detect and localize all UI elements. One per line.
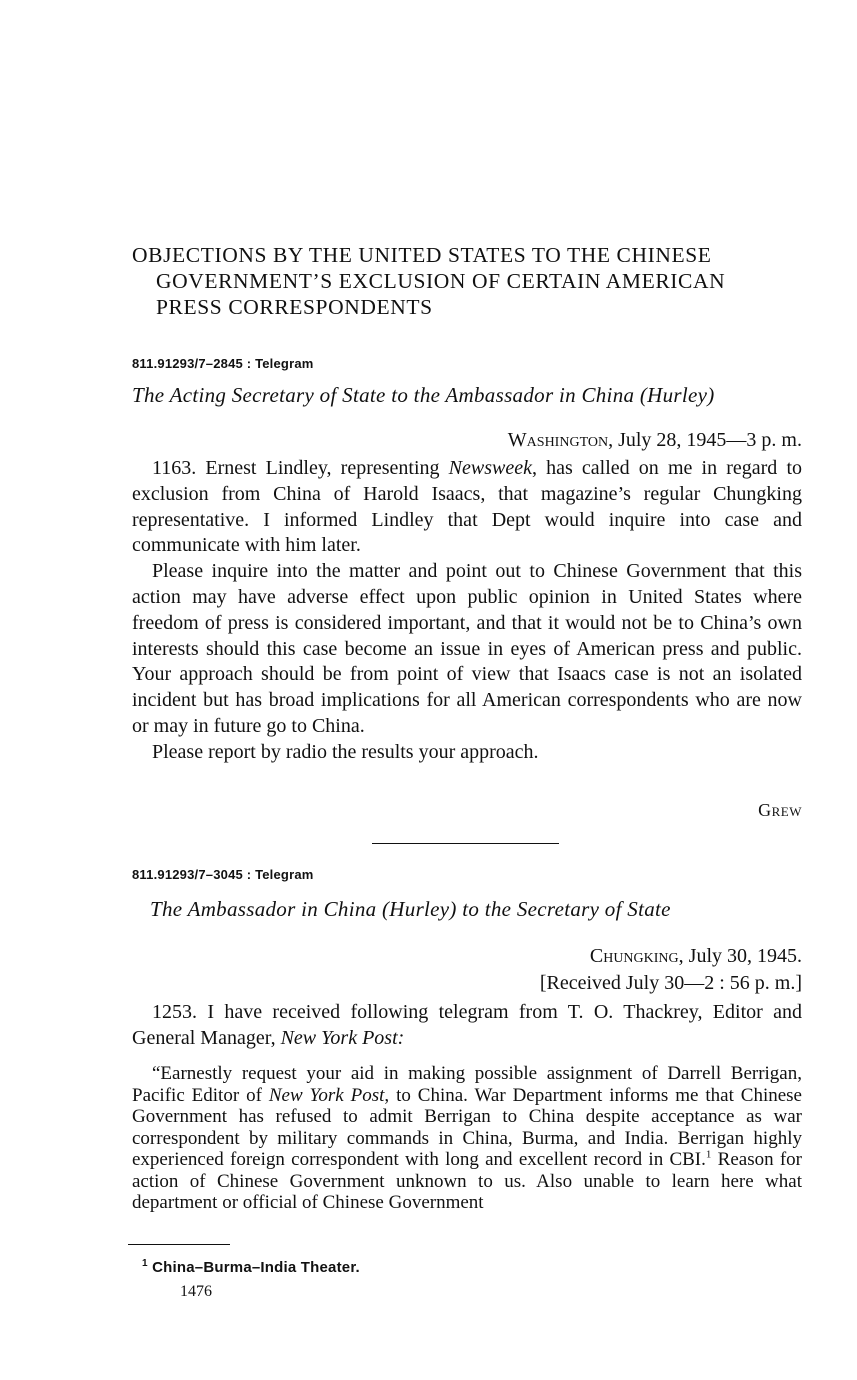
doc2-heading: The Ambassador in China (Hurley) to the Secretary of State bbox=[150, 897, 671, 921]
doc2-received: [Received July 30—2 : 56 p. m.] bbox=[539, 972, 802, 994]
footnote-reference[interactable]: 1 bbox=[705, 1148, 712, 1161]
doc1-signature: Grew bbox=[758, 800, 802, 820]
doc1-dateline bbox=[508, 427, 802, 453]
doc2-quoted-telegram: “Earnestly request your aid in making possible assignment of Darrell Berrigan, Pacific Editor of New York Post, to China. War Department informs me that Chinese Government has refused to admit Berrigan to China despite acceptance as war correspondent by military commands in China, Burma, and India. Berrigan highly experienced foreign correspondent with long and excellent record in CBI.$^1$ Reason for action of Chinese Government unknown to us. Also unable to learn here what department or official of Chinese Government bbox=[132, 1063, 802, 1213]
doc2-paragraph-1: 1253. I have received following telegram from T. O. Thackrey, Editor and General Manager, New York Post: bbox=[132, 1001, 802, 1049]
doc1-paragraph-1: 1163. Ernest Lindley, representing Newsweek, has called on me in regard to exclusion from China of Harold Isaacs, that magazine’s regular Chungking representative. I informed Lindley that Dept would inquire into case and communicate with him later. bbox=[132, 457, 802, 557]
doc1-paragraph-2: Please inquire into the matter and point out to Chinese Government that this action may have adverse effect upon public opinion in United States where freedom of press is considered important, and that it would not be to China’s own interests should this case become an issue in eyes of American press and public. Your approach should be from point of view that Isaacs case is not an isolated incident but has broad implications for all American correspondents who are now or may in future go to China. bbox=[132, 560, 802, 737]
doc1-paragraph-3: Please report by radio the results your approach. bbox=[152, 740, 539, 763]
doc2-dateline bbox=[590, 943, 802, 969]
footnote-text: China–Burma–India Theater. bbox=[147, 1259, 360, 1276]
doc1-place: Washington bbox=[507, 429, 609, 451]
footnote bbox=[142, 1258, 360, 1276]
publication-name: Newsweek bbox=[448, 457, 532, 479]
section-title bbox=[132, 242, 822, 320]
section-divider bbox=[372, 843, 559, 844]
footnote-divider bbox=[128, 1244, 230, 1245]
doc1-date: , July 28, 1945—3 p. m. bbox=[608, 429, 802, 451]
doc1-body bbox=[132, 456, 802, 766]
doc2-file-number: 811.91293/7–3045 : Telegram bbox=[132, 867, 314, 882]
footnote-mark: 1 bbox=[142, 1258, 148, 1269]
title-line-1: OBJECTIONS BY THE UNITED STATES TO THE CHINESE bbox=[132, 243, 712, 267]
title-line-3: PRESS CORRESPONDENTS bbox=[156, 295, 433, 319]
doc1-heading: The Acting Secretary of State to the Ambassador in China (Hurley) bbox=[132, 383, 715, 407]
doc1-file-number: 811.91293/7–2845 : Telegram bbox=[132, 356, 314, 371]
publication-name: New York Post bbox=[268, 1084, 385, 1106]
publication-name: New York Post: bbox=[280, 1026, 405, 1049]
doc2-date: , July 30, 1945. bbox=[678, 945, 802, 967]
page-number: 1476 bbox=[180, 1283, 212, 1300]
doc2-place: Chungking bbox=[589, 945, 679, 967]
doc2-body bbox=[132, 1000, 802, 1052]
title-line-2: GOVERNMENT’S EXCLUSION OF CERTAIN AMERICAN bbox=[156, 269, 726, 293]
